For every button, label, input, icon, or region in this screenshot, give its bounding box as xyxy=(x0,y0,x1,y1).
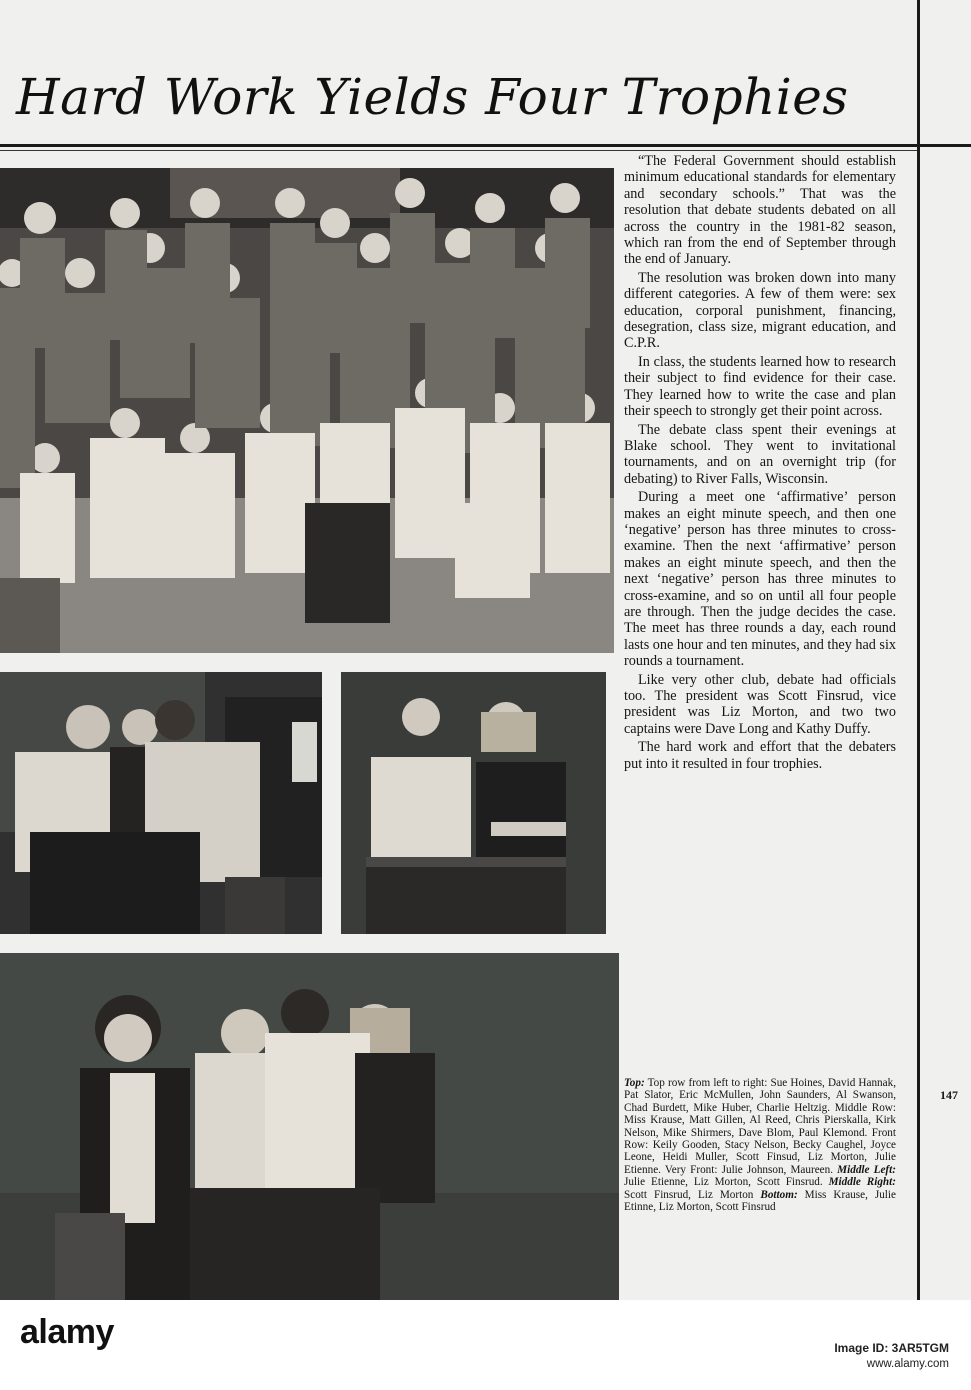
site-url: www.alamy.com xyxy=(866,1358,949,1370)
bottom-photo xyxy=(0,953,619,1300)
article-body xyxy=(624,153,896,774)
article-paragraph: The hard work and effort that the debaters put into it resulted in four trophies. xyxy=(624,739,896,772)
article-paragraph: Like very other club, debate had officials too. The president was Scott Finsrud, vice president was Liz Morton, and two two captains were Dave Long and Kathy Duffy. xyxy=(624,671,896,737)
caption-label-top: Top: xyxy=(624,1077,645,1089)
photo-caption xyxy=(624,1077,896,1213)
article-paragraph: During a meet one ‘affirmative’ person makes an eight minute speech, and then one ‘negative’ person has three minutes to cross-examine. Then the next ‘affirmative’ person makes an eight minute speech, and then the next ‘negative’ person has three minutes to cross-examine, and so on until all four people are through. Then the judge decides the case. The meet has three rounds a day, each round lasts one hour and ten minutes, and they had six rounds a tournament. xyxy=(624,489,896,670)
caption-label-middle-right: Middle Right: xyxy=(828,1176,896,1189)
caption-label-middle-left: Middle Left: xyxy=(837,1163,896,1176)
caption-text-middle-left: Julie Etienne, Liz Morton, Scott Finsrud. xyxy=(624,1176,829,1189)
caption-text-bottom: Miss Krause, Julie Etinne, Liz Morton, Scott Finsrud xyxy=(624,1188,896,1214)
middle-left-photo xyxy=(0,672,322,934)
middle-right-photo xyxy=(341,672,606,934)
alamy-logo: alamy xyxy=(20,1313,114,1351)
title-rule-thin xyxy=(0,150,917,151)
page-title: Hard Work Yields Four Trophies xyxy=(16,68,849,126)
footer-info xyxy=(834,1340,949,1372)
right-border-rule xyxy=(917,0,920,1300)
caption-label-bottom: Bottom: xyxy=(760,1188,798,1201)
caption-text-middle-right: Scott Finsrud, Liz Morton xyxy=(624,1188,761,1201)
image-id: Image ID: 3AR5TGM xyxy=(834,1341,949,1355)
article-paragraph: “The Federal Government should establish minimum educational standards for elementary and secondary schools.” That was the resolution that debate students debated on all across the country in the 1981-82 season, which ran from the end of September through the end of January. xyxy=(624,153,896,268)
article-paragraph: In class, the students learned how to research their subject to find evidence for their case. They learned how to write the case and plan their speech to strongly get their point across. xyxy=(624,353,896,420)
group-photo xyxy=(0,168,614,653)
page-number: 147 xyxy=(940,1088,958,1102)
caption-text-top: Top row from left to right: Sue Hoines, David Hannak, Pat Slator, Eric McMullen, John Saunders, Al Swanson, Chad Burdett, Mike Huber, Charlie Heltzig. Middle Row: Miss Krause, Matt Gillen, Al Reed, Chris Pierskalla, Kirk Nelson, Mike Shirmers, Dave Blom, Paul Klemond. Front Row: Keily Gooden, Stacy Nelson, Becky Caughel, Joyce Leone, Heidi Muller, Scott Finsud, Liz Morton, Julie Etienne. Very Front: Julie Johnson, Maureen. xyxy=(624,1077,896,1176)
article-paragraph: The resolution was broken down into many different categories. A few of them were: sex education, corporal punishment, financing, desegration, class size, migrant education, and C.P.R. xyxy=(624,269,896,352)
title-rule xyxy=(0,144,971,147)
watermark-footer xyxy=(0,1300,971,1390)
article-paragraph: The debate class spent their evenings at Blake school. They went to invitational tournaments, and on an overnight trip (for debating) to River Falls, Wisconsin. xyxy=(624,421,896,487)
